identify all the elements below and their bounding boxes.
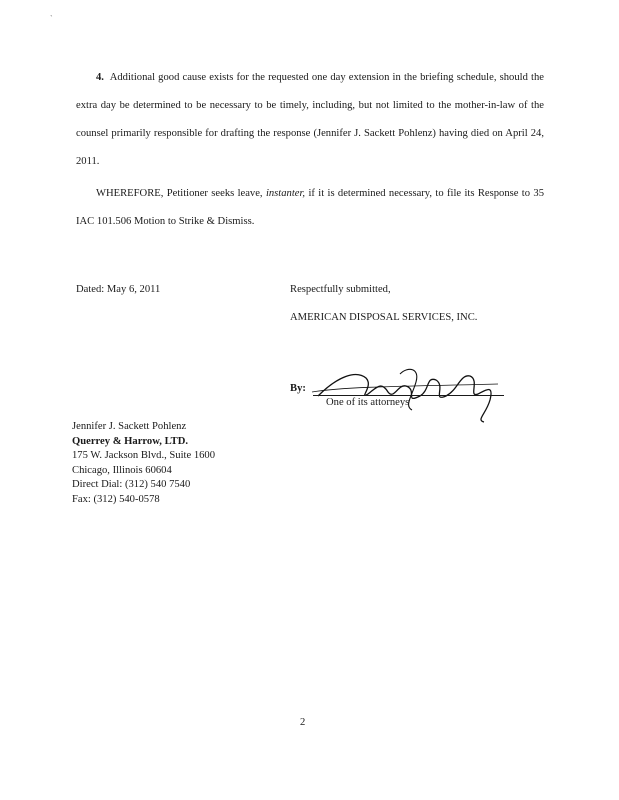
city-state-zip: Chicago, Illinois 60604 (72, 464, 172, 476)
wherefore-text-before: Petitioner seeks leave, (163, 188, 266, 199)
corner-mark: ` (50, 14, 53, 23)
paragraph-4 (76, 64, 544, 176)
fax-number: Fax: (312) 540-0578 (72, 493, 160, 505)
company-name: AMERICAN DISPOSAL SERVICES, INC. (290, 312, 478, 323)
street-address: 175 W. Jackson Blvd., Suite 1600 (72, 450, 216, 461)
law-firm-name: Querrey & Harrow, LTD. (72, 435, 189, 447)
paragraph-4-text: Additional good cause exists for the requested one day extension in the briefing schedule, should the extra day be determined to be necessary to be timely, including, but not limited to the mother-in-law of the counsel primarily responsible for drafting the response (Jennifer J. Sackett Pohlenz) having died on April 24, 2011. (76, 72, 544, 167)
date-line: Dated: May 6, 2011 (76, 284, 161, 295)
respectfully-submitted: Respectfully submitted, (290, 284, 391, 295)
one-of-its-attorneys: One of its attorneys (326, 397, 410, 408)
page-number: 2 (300, 717, 306, 728)
wherefore-lead: WHEREFORE, (96, 188, 164, 199)
instanter-term: instanter, (265, 188, 306, 199)
wherefore-paragraph (76, 180, 544, 236)
attorney-name: Jennifer J. Sackett Pohlenz (72, 421, 187, 432)
by-label: By: (290, 383, 306, 394)
attorney-address-block (72, 420, 215, 507)
signature-image (308, 356, 508, 426)
paragraph-number: 4. (96, 72, 104, 83)
signature-line (313, 395, 504, 396)
direct-dial: Direct Dial: (312) 540 7540 (72, 479, 191, 490)
wherefore-text-after: if it is determined necessary, to file its Response to 35 IAC 101.506 Motion to Strike & Dismiss. (76, 188, 544, 227)
